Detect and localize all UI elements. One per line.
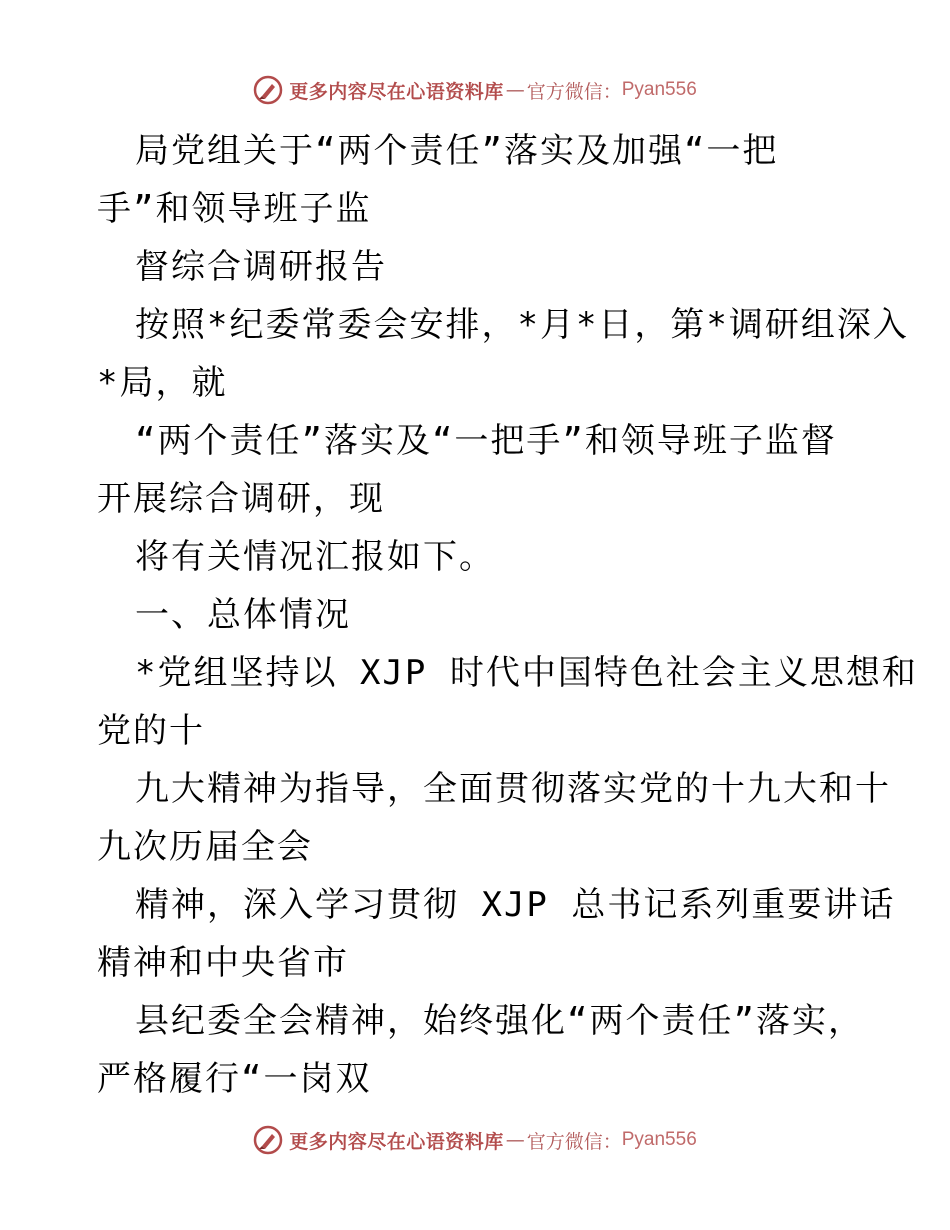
pen-logo-icon xyxy=(253,1125,283,1155)
banner-wechat-label: 官方微信： xyxy=(526,80,622,103)
paragraph-line: 党的十 xyxy=(97,711,205,751)
paragraph-line: 九次历届全会 xyxy=(97,827,313,867)
paragraph-line: *党组坚持以 XJP 时代中国特色社会主义思想和 xyxy=(135,653,918,693)
header-watermark-banner xyxy=(0,70,950,110)
document-body xyxy=(97,122,918,1108)
paragraph-line: 按照*纪委常委会安排，*月*日，第*调研组深入 xyxy=(135,305,909,345)
banner-separator: — xyxy=(505,79,525,101)
banner-wechat-label: 官方微信： xyxy=(526,1130,622,1153)
banner-main-text: 更多内容尽在心语资料库 xyxy=(289,80,504,103)
pen-logo-icon xyxy=(253,75,283,105)
paragraph-line: 严格履行“一岗双 xyxy=(97,1059,372,1099)
paragraph-line: 九大精神为指导，全面贯彻落实党的十九大和十 xyxy=(135,769,891,809)
paragraph-line: “两个责任”落实及“一把手”和领导班子监督 xyxy=(135,421,837,461)
footer-watermark-banner xyxy=(0,1120,950,1160)
paragraph-line: 精神，深入学习贯彻 XJP 总书记系列重要讲话 xyxy=(135,885,896,925)
paragraph-line: 将有关情况汇报如下。 xyxy=(135,537,495,577)
title-line-2: 手”和领导班子监 xyxy=(97,189,372,229)
banner-main-text: 更多内容尽在心语资料库 xyxy=(289,1130,504,1153)
paragraph-line: 开展综合调研，现 xyxy=(97,479,385,519)
paragraph-line: *局，就 xyxy=(97,363,228,403)
banner-wechat-id: Pyan556 xyxy=(621,79,697,100)
section-heading: 一、总体情况 xyxy=(135,595,351,635)
paragraph-line: 精神和中央省市 xyxy=(97,943,349,983)
banner-separator: — xyxy=(505,1129,525,1151)
title-line-3: 督综合调研报告 xyxy=(135,247,387,287)
title-line-1: 局党组关于“两个责任”落实及加强“一把 xyxy=(135,131,779,171)
paragraph-line: 县纪委全会精神，始终强化“两个责任”落实， xyxy=(135,1001,864,1041)
banner-wechat-id: Pyan556 xyxy=(621,1129,697,1150)
